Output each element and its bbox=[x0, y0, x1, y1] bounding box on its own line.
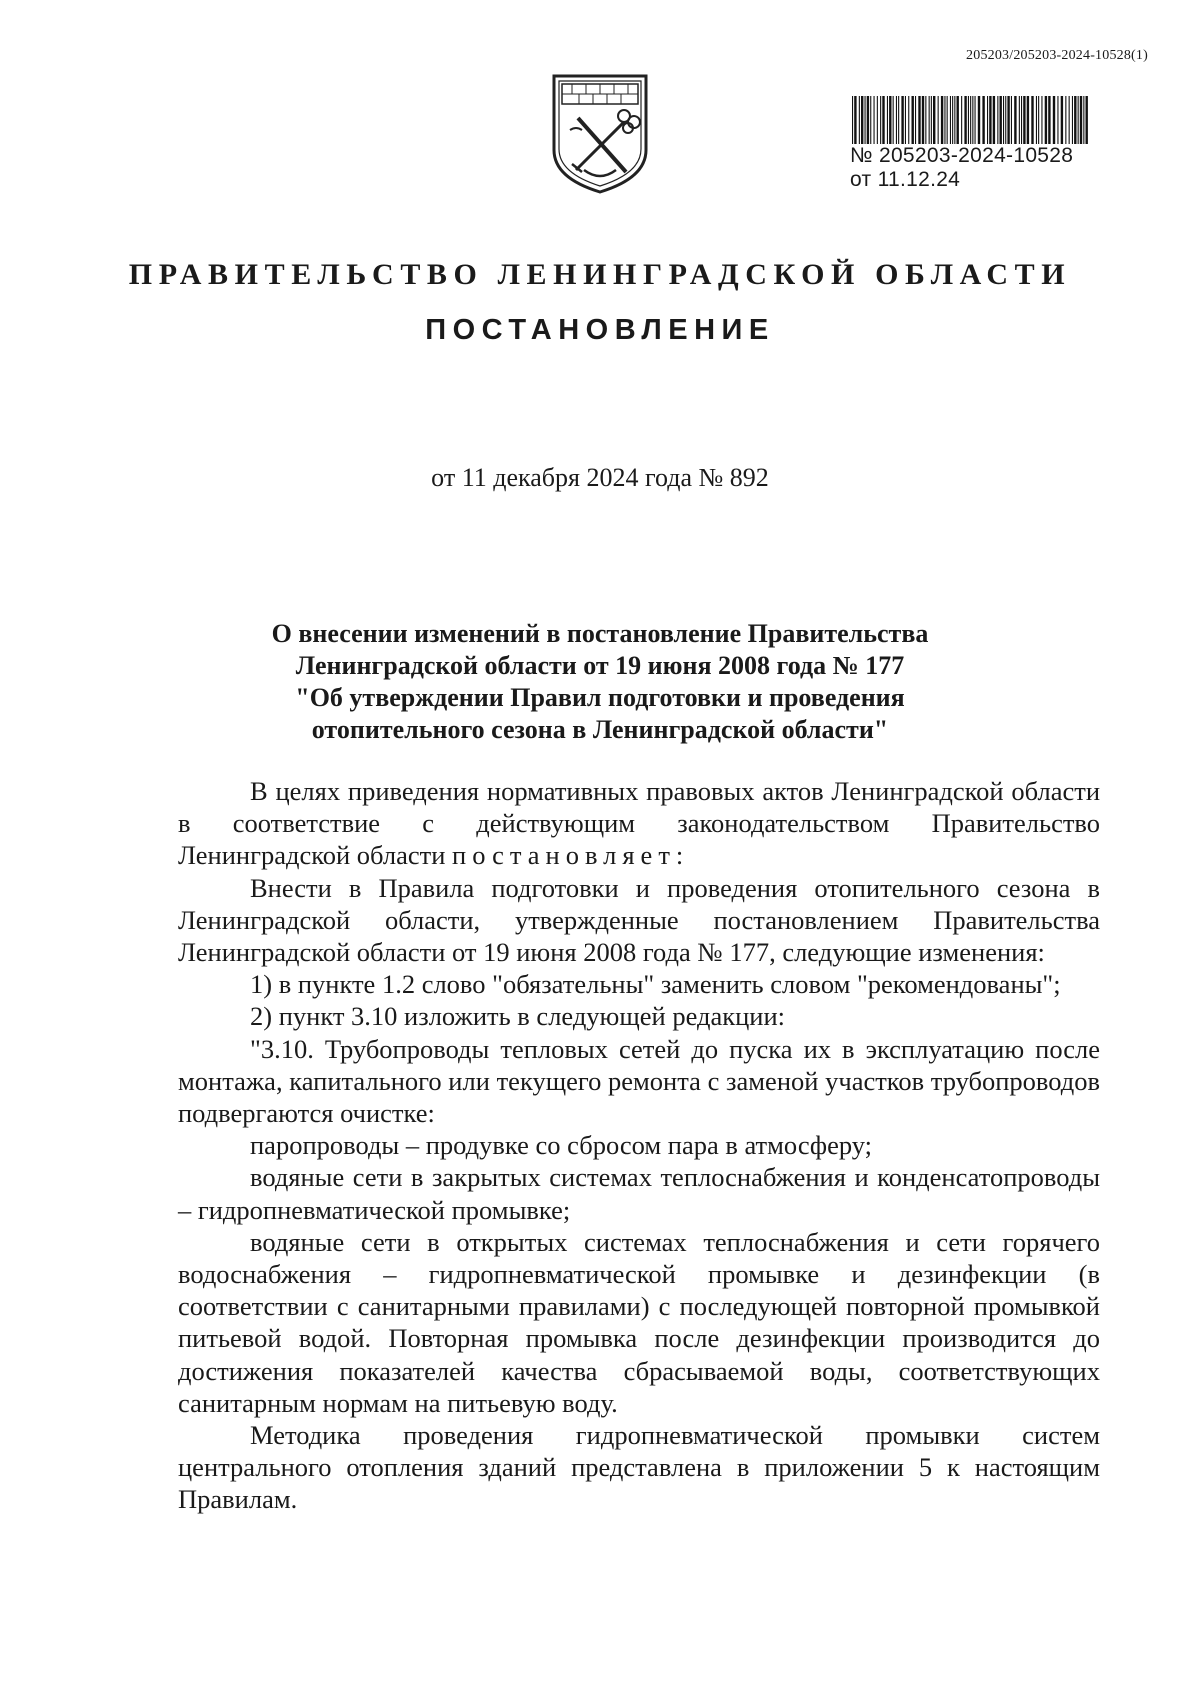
document-id: 205203/205203-2024-10528(1) bbox=[966, 48, 1148, 63]
paragraph-item-2: 2) пункт 3.10 изложить в следующей редакции: bbox=[250, 1001, 786, 1032]
paragraph-open-systems: водяные сети в открытых системах теплоснабжения и сети горячего водоснабжения – гидропневматической промывке и дезинфекции (в соответствии с санитарными правилами) с последующей повторной промывкой питьевой водой. Повторная промывка после дезинфекции производится до достижения показателей качества сбрасываемой воды, соответствующих санитарным нормам на питьевую воду. bbox=[178, 1226, 1100, 1418]
document-date-number: от 11 декабря 2024 года № 892 bbox=[431, 463, 769, 492]
paragraph-amendment-intro: Внести в Правила подготовки и проведения отопительного сезона в Ленинградской области, утвержденные постановлением Правительства Ленинградской области от 19 июня 2008 года № 177, следующие изменения: bbox=[178, 872, 1100, 968]
paragraph-preamble bbox=[178, 775, 1100, 872]
paragraph-clause-3-10: "3.10. Трубопроводы тепловых сетей до пуска их в эксплуатацию после монтажа, капитального или текущего ремонта с заменой участков трубопроводов подвергаются очистке: bbox=[178, 1033, 1100, 1129]
subject-line: Ленинградской области от 19 июня 2008 года № 177 bbox=[295, 651, 905, 680]
subject-line: "Об утверждении Правил подготовки и проведения bbox=[295, 683, 905, 712]
registration-number: № 205203-2024-10528 bbox=[850, 144, 1074, 167]
document-body bbox=[178, 775, 1100, 1516]
registration-block bbox=[850, 96, 1110, 192]
document-type: ПОСТАНОВЛЕНИЕ bbox=[425, 314, 775, 346]
coat-of-arms-icon bbox=[548, 72, 652, 196]
subject-line: отопительного сезона в Ленинградской области" bbox=[311, 715, 889, 744]
paragraph-item-1: 1) в пункте 1.2 слово "обязательны" заменить словом "рекомендованы"; bbox=[250, 969, 1061, 1000]
paragraph-methodology: Методика проведения гидропневматической промывки систем центрального отопления зданий представлена в приложении 5 к настоящим Правилам. bbox=[178, 1420, 1100, 1515]
document-subject bbox=[180, 618, 1020, 746]
paragraph-closed-systems: водяные сети в закрытых системах теплоснабжения и конденсатопроводы – гидропневматической промывке; bbox=[178, 1162, 1100, 1225]
subject-line: О внесении изменений в постановление Правительства bbox=[271, 619, 929, 648]
paragraph-steam-pipelines: паропроводы – продувке со сбросом пара в атмосферу; bbox=[250, 1130, 872, 1161]
resolves-word: постановляет: bbox=[452, 840, 690, 871]
government-title: ПРАВИТЕЛЬСТВО ЛЕНИНГРАДСКОЙ ОБЛАСТИ bbox=[128, 258, 1072, 291]
barcode-icon bbox=[850, 96, 1090, 144]
preamble-text: В целях приведения нормативных правовых актов Ленинградской области в соответствие с действующим законодательством Правительство Ленинградской области bbox=[178, 776, 1100, 871]
registration-date: от 11.12.24 bbox=[850, 168, 961, 191]
